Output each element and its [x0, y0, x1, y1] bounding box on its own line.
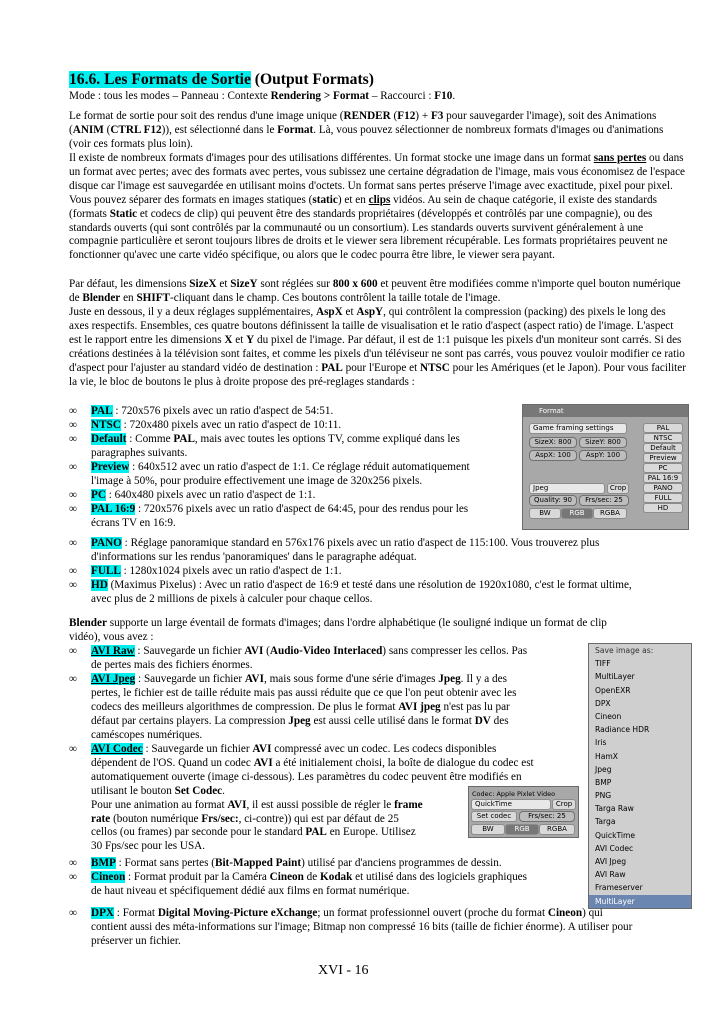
codec-panel — [468, 786, 579, 838]
save-menu-item[interactable]: Targa Raw — [595, 804, 634, 814]
save-menu-item[interactable]: AVI Raw — [595, 870, 626, 880]
codec-select[interactable]: Jpeg — [529, 483, 605, 494]
list-item: ∞ Default : Comme PAL, mais avec toutes les options TV, comme expliqué dans les paragraphes suivants. — [69, 433, 460, 459]
bw-button[interactable]: BW — [529, 508, 561, 519]
list-item: ∞ FULL : 1280x1024 pixels avec un ratio d'aspect de 1:1. — [69, 565, 342, 577]
preset-pc-button[interactable]: PC — [643, 463, 683, 473]
rgb-button[interactable]: RGB — [561, 508, 593, 519]
list-item: ∞ NTSC : 720x480 pixels avec un ratio d'aspect de 10:11. — [69, 419, 342, 431]
save-menu-item[interactable]: Targa — [595, 817, 616, 827]
preset-hd-button[interactable]: HD — [643, 503, 683, 513]
sizey-field[interactable]: SizeY: 800 — [579, 437, 627, 448]
save-menu-item[interactable]: Jpeg — [595, 764, 612, 774]
codec-rgba-button[interactable]: RGBA — [539, 824, 575, 835]
list-item: ∞ AVI Raw : Sauvegarde un fichier AVI (Audio-Video Interlaced) sans compresser les cellos. Pas de pertes mais des fichiers énormes. — [69, 645, 528, 671]
save-menu-item[interactable]: QuickTime — [595, 830, 636, 840]
save-menu-item[interactable]: Iris — [595, 738, 607, 748]
codec-rgb-button[interactable]: RGB — [505, 824, 539, 835]
save-menu-item[interactable]: HamX — [595, 751, 618, 761]
preset-field[interactable]: Game framing settings — [529, 423, 627, 434]
codec-label: Codec: Apple Pixlet Video — [472, 790, 556, 798]
paragraph-intro: Le format de sortie pour soit des rendus d'une image unique (RENDER (F12) + F3 pour sauvegarder l'image), soit des Animations (ANIM (CTRL F12)), est sélectionné dans le Format. Là, vous pouvez sélectionner de nombreux formats d'images ou d'animations (voir ces formats plus loin). — [69, 110, 664, 150]
aspy-field[interactable]: AspY: 100 — [579, 450, 627, 461]
page-number: XVI - 16 — [318, 963, 369, 978]
preset-preview-button[interactable]: Preview — [643, 453, 683, 463]
mode-line: Mode : tous les modes – Panneau : Contexte Rendering > Format – Raccourci : F10. — [69, 90, 456, 102]
preset-pano-button[interactable]: PANO — [643, 483, 683, 493]
paragraph-aspect: Juste en dessous, il y a deux réglages supplémentaires, AspX et AspY, qui contrôlent la compression (packing) des pixels le long des axes respectifs. Ensembles, ces quatre boutons définissent la taille de visualisation et le ratio d'aspect (aspect ratio) de l'image. L'aspect est le rapport entre les dimensions X et Y du pixel de l'image. Par défaut, il est de 1:1 puisque les pixels d'un moniteur sont carrés. Si des créations destinées à la télévision sont faites, et comme les pixels d'un téléviseur ne sont pas carrés, vous pouvez vouloir modifier ce ratio d'aspect pour l'ajuster au standard vidéo de destination : PAL pour l'Europe et NTSC pour les Amériques (et le Japon). Pour vous faciliter la vie, le bloc de boutons le plus à droite propose des pré-reglages standards : — [69, 306, 686, 388]
save-menu-list — [589, 657, 691, 908]
save-menu-item[interactable]: Cineon — [595, 711, 622, 721]
title-highlight: 16.6. Les Formats de Sortie — [69, 71, 251, 88]
section-title — [69, 70, 374, 89]
save-menu-title: Save image as: — [595, 646, 654, 655]
preset-ntsc-button[interactable]: NTSC — [643, 433, 683, 443]
codec-type-select[interactable]: QuickTime — [471, 799, 551, 810]
codec-frs-field[interactable]: Frs/sec: 25 — [519, 811, 575, 822]
paragraph-size: Par défaut, les dimensions SizeX et SizeY sont réglées sur 800 x 600 et peuvent être modifiées comme n'importe quel bouton numérique de Blender en SHIFT-cliquant dans le champ. Ces boutons contrôlent la taille totale de l'image. — [69, 278, 681, 304]
save-menu-item[interactable]: MultiLayer — [589, 895, 691, 908]
paragraph-formats: Il existe de nombreux formats d'images pour des utilisations différentes. Un format stocke une image dans un format sans pertes ou dans un format avec pertes; avec des formats avec pertes, vous subissez une certaine dégradation de l'image, mais vous économisez de l'espace disque car l'image est sauvegardée en utilisant moins d'octets. Un format sans pertes préserve l'image avec exactitude, pixel pour pixel. Vous pouvez séparer des formats en images statiques (static) et en clips vidéos. Au sein de chaque catégorie, il existe des standards (formats Static et codecs de clip) qui peuvent être des standards propriétaires (développés et contrôlés par une compagnie), ou des standards ouverts (qui sont contrôlés par la communauté ou un consortium). Les standards ouverts survivent généralement à une compagnie particulière et seront toujours libres de droits et le viewer sera librement récupérable. Les formats propriétaires peuvent ne fonctionner qu'avec une carte vidéo spécifique, ou alors que le codec pourra être libre, le viewer sera payant. — [69, 152, 685, 262]
format-panel-header: Format — [523, 405, 688, 417]
preset-default-button[interactable]: Default — [643, 443, 683, 453]
frs-field[interactable]: Frs/sec: 25 — [579, 495, 629, 506]
save-menu-item[interactable]: PNG — [595, 791, 612, 801]
rgba-button[interactable]: RGBA — [593, 508, 627, 519]
codec-crop-button[interactable]: Crop — [552, 799, 576, 810]
crop-button[interactable]: Crop — [607, 483, 629, 494]
format-panel — [522, 404, 689, 530]
save-image-menu — [588, 643, 692, 909]
list-item: ∞ AVI Codec : Sauvegarde un fichier AVI compressé avec un codec. Les codecs disponibles dépendent de l'OS. Quand un codec AVI a été initialement choisi, la boîte de dialogue du codec est automatiquement ouverte (image ci-dessous). Les paramètres du codec peuvent être modifiés en utilisant le bouton Set Codec. Pour une animation au format AVI, il est aussi possible de régler le frame rate (bouton numérique Frs/sec:, ci-contre)) qui est par défaut de 25 cellos (ou frames) par seconde pour le standard PAL en Europe. Utilisez 30 Fps/sec pour les USA. — [69, 743, 534, 853]
list-item: ∞ PAL : 720x576 pixels avec un ratio d'aspect de 54:51. — [69, 405, 334, 417]
save-menu-item[interactable]: DPX — [595, 698, 611, 708]
sizex-field[interactable]: SizeX: 800 — [529, 437, 577, 448]
preset-full-button[interactable]: FULL — [643, 493, 683, 503]
save-menu-item[interactable]: Radiance HDR — [595, 725, 650, 735]
title-rest: (Output Formats) — [250, 71, 374, 88]
list-item: ∞ Cineon : Format produit par la Caméra Cineon de Kodak et utilisé dans des logiciels graphiques de haut niveau et spécifiquement dédié aux films en format numérique. — [69, 871, 527, 897]
save-menu-item[interactable]: AVI Codec — [595, 843, 634, 853]
list-item: ∞ HD (Maximus Pixelus) : Avec un ratio d'aspect de 16:9 et testé dans une résolution de 1920x1080, c'est le format ultime, avec plus de 2 millions de pixels à calculer pour chaque cellos. — [69, 579, 632, 605]
aspx-field[interactable]: AspX: 100 — [529, 450, 577, 461]
list-item: ∞ PANO : Réglage panoramique standard en 576x176 pixels avec un ratio d'aspect de 115:100. Vous trouverez plus d'informations sur les rendus 'panoramiques' dans le paragraphe adéquat. — [69, 537, 600, 563]
list-item: ∞ BMP : Format sans pertes (Bit-Mapped Paint) utilisé par d'anciens programmes de dessin. — [69, 857, 502, 869]
paragraph-blender: Blender supporte un large éventail de formats d'images; dans l'ordre alphabétique (le souligné indique un format de clip vidéo), vous avez : — [69, 617, 607, 643]
save-menu-item[interactable]: AVI Jpeg — [595, 857, 627, 866]
codec-bw-button[interactable]: BW — [471, 824, 505, 835]
list-item: ∞ Preview : 640x512 avec un ratio d'aspect de 1:1. Ce réglage réduit automatiquement l'image à 50%, pour produire effectivement une image de 320x256 pixels. — [69, 461, 470, 487]
save-menu-item[interactable]: BMP — [595, 777, 612, 787]
set-codec-button[interactable]: Set codec — [471, 811, 517, 822]
preset-pal169-button[interactable]: PAL 16:9 — [643, 473, 683, 483]
save-menu-item[interactable]: Frameserver — [595, 883, 643, 893]
list-item: ∞ DPX : Format Digital Moving-Picture eXchange; un format professionnel ouvert (proche du format Cineon) qui contient aussi des méta-informations sur l'image; Bitmap non compressé 16 bits (taille de fichier énorme). A utiliser pour préserver un fichier. — [69, 907, 633, 947]
quality-field[interactable]: Quality: 90 — [529, 495, 577, 506]
preset-pal-button[interactable]: PAL — [643, 423, 683, 433]
save-menu-item[interactable]: MultiLayer — [595, 672, 635, 682]
save-menu-item[interactable]: OpenEXR — [595, 685, 631, 695]
list-item: ∞ AVI Jpeg : Sauvegarde un fichier AVI, mais sous forme d'une série d'images Jpeg. Il y a des pertes, le fichier est de taille réduite mais pas aussi réduite que ce que l'on peut obtenir avec les codecs des meilleurs algorithmes de compression. De plus le format AVI jpeg n'est pas lu par défaut par certains players. La compression Jpeg est aussi celle utilisé dans le format DV des caméscopes numériques. — [69, 673, 517, 741]
list-item: ∞ PAL 16:9 : 720x576 pixels avec un ratio d'aspect de 64:45, pour des rendus pour les écrans TV en 16:9. — [69, 503, 469, 529]
save-menu-item[interactable]: TIFF — [595, 659, 611, 669]
list-item: ∞ PC : 640x480 pixels avec un ratio d'aspect de 1:1. — [69, 489, 316, 501]
